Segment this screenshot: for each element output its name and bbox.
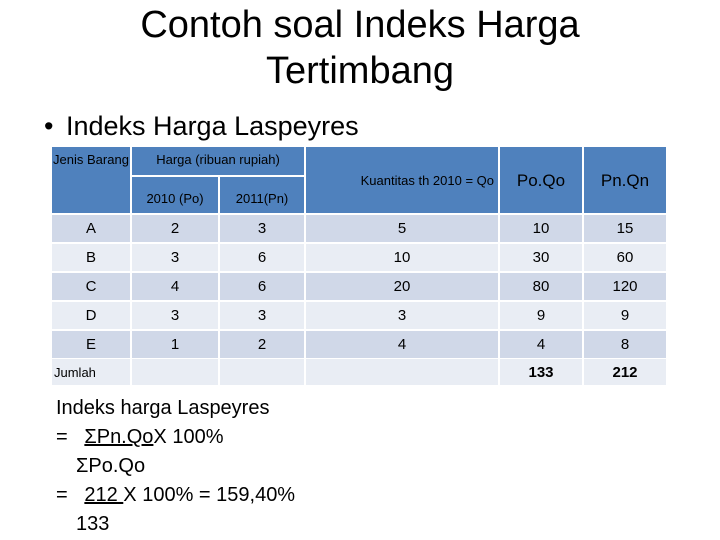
cell-qo: 10: [306, 244, 498, 271]
cell-po: 1: [132, 331, 218, 358]
total-pn-qn: 212: [584, 359, 666, 385]
cell-qo: 4: [306, 331, 498, 358]
slide-title: [60, 2, 660, 94]
cell-pn: 6: [220, 273, 304, 300]
cell-pn: 2: [220, 331, 304, 358]
formula-times: X 100%: [153, 426, 224, 448]
total-cell-empty: [220, 359, 304, 385]
cell-po-qo: 9: [500, 302, 582, 329]
bullet-dot-icon: •: [44, 111, 54, 141]
header-po-qo: Po.Qo: [500, 147, 582, 213]
cell-pn-qn: 120: [584, 273, 666, 300]
header-jenis-barang: Jenis Barang: [52, 147, 130, 213]
formula-numerator: ΣPn.Qo: [84, 426, 154, 448]
total-cell-empty: [306, 359, 498, 385]
cell-po: 4: [132, 273, 218, 300]
formula-equals: =: [56, 484, 68, 506]
cell-qo: 3: [306, 302, 498, 329]
cell-po-qo: 30: [500, 244, 582, 271]
header-divider: [498, 147, 500, 213]
cell-jenis: E: [52, 331, 130, 358]
header-divider: [582, 147, 584, 213]
cell-po-qo: 4: [500, 331, 582, 358]
header-harga: Harga (ribuan rupiah): [132, 147, 304, 171]
cell-jenis: A: [52, 215, 130, 242]
formula-numerator-value: 212: [84, 484, 124, 506]
cell-pn: 6: [220, 244, 304, 271]
bullet-text: Indeks Harga Laspeyres: [66, 111, 359, 141]
formula-denominator-value: 133: [76, 513, 110, 535]
cell-pn-qn: 60: [584, 244, 666, 271]
formula-equals: =: [56, 426, 68, 448]
cell-pn-qn: 15: [584, 215, 666, 242]
formula-line-1: [56, 423, 295, 452]
formula-denominator: ΣPo.Qo: [76, 455, 146, 477]
header-divider: [130, 147, 132, 213]
cell-po: 3: [132, 302, 218, 329]
total-label: Jumlah: [52, 359, 130, 385]
cell-pn-qn: 8: [584, 331, 666, 358]
formula-heading: Indeks harga Laspeyres: [56, 397, 270, 419]
cell-po: 2: [132, 215, 218, 242]
formula-line-2: [56, 481, 295, 510]
bullet-item: [44, 108, 359, 144]
price-index-table: [52, 147, 666, 387]
cell-qo: 20: [306, 273, 498, 300]
header-divider: [304, 147, 306, 213]
cell-jenis: D: [52, 302, 130, 329]
cell-jenis: C: [52, 273, 130, 300]
formula-result: X 100% = 159,40%: [123, 484, 296, 506]
cell-po-qo: 80: [500, 273, 582, 300]
header-2010-po: 2010 (Po): [132, 183, 218, 213]
header-divider: [218, 177, 220, 213]
header-pn-qn: Pn.Qn: [584, 147, 666, 213]
cell-pn: 3: [220, 215, 304, 242]
cell-jenis: B: [52, 244, 130, 271]
title-line-2: Tertimbang: [266, 50, 454, 92]
total-po-qo: 133: [500, 359, 582, 385]
cell-qo: 5: [306, 215, 498, 242]
header-2011-pn: 2011(Pn): [220, 183, 304, 213]
title-line-1: Contoh soal Indeks Harga: [140, 4, 580, 46]
cell-po-qo: 10: [500, 215, 582, 242]
header-kuantitas: Kuantitas th 2010 = Qo: [306, 147, 498, 213]
cell-po: 3: [132, 244, 218, 271]
formula-block: [56, 394, 295, 539]
total-cell-empty: [132, 359, 218, 385]
cell-pn: 3: [220, 302, 304, 329]
cell-pn-qn: 9: [584, 302, 666, 329]
